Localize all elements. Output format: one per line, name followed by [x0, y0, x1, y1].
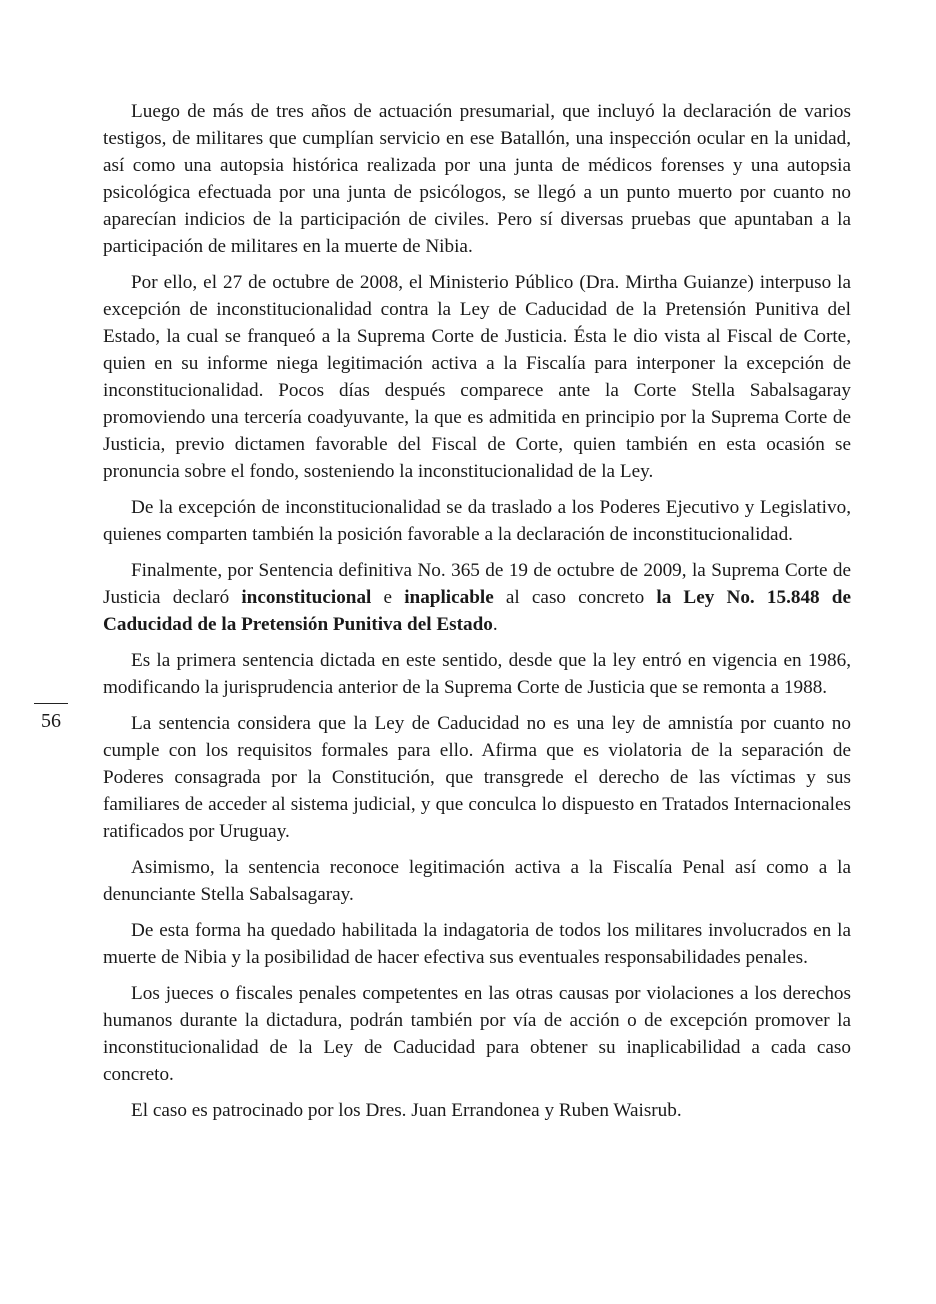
- text-run: e: [371, 587, 405, 608]
- bold-text: la Ley No. 15.848 de Caducidad de la Pretensión Punitiva del Estado: [103, 587, 851, 635]
- bold-text: inaplicable: [404, 587, 494, 608]
- text-run: Finalmente, por Sentencia definitiva No. 365 de 19 de octubre de 2009, la Suprema Corte de Justicia declaró: [103, 560, 851, 608]
- paragraph: [103, 854, 851, 908]
- page-number: 56: [41, 710, 61, 732]
- paragraph: [103, 917, 851, 971]
- paragraph: [103, 269, 851, 485]
- paragraph: [103, 494, 851, 548]
- page-number-rule: [34, 703, 68, 704]
- paragraph: [103, 980, 851, 1088]
- text-run: .: [492, 614, 498, 635]
- paragraph: [103, 1097, 851, 1124]
- text-run: La sentencia considera que la Ley de Caducidad no es una ley de amnistía por cuanto no cumple con los requisitos formales para ello. Afirma que es violatoria de la separación de Poderes consagrada por la Constitución, que transgrede el derecho de las víctimas y sus familiares de acceder al sistema judicial, y que conculca lo dispuesto en Tratados Internacionales ratificados por Uruguay.: [103, 713, 851, 842]
- text-run: al caso concreto: [493, 587, 657, 608]
- text-run: El caso es patrocinado por los Dres. Juan Errandonea y Ruben Waisrub.: [131, 1100, 682, 1121]
- paragraph: [103, 647, 851, 701]
- bold-text: inconstitucional: [241, 587, 372, 608]
- text-run: Luego de más de tres años de actuación presumarial, que incluyó la declaración de varios testigos, de militares que cumplían servicio en ese Batallón, una inspección ocular en la unidad, así como una autopsia histórica realizada por una junta de médicos forenses y una autopsia psicológica efectuada por una junta de psicólogos, se llegó a un punto muerto por cuanto no aparecían indicios de la participación de civiles. Pero sí diversas pruebas que apuntaban a la participación de militares en la muerte de Nibia.: [103, 101, 851, 257]
- text-run: Por ello, el 27 de octubre de 2008, el Ministerio Público (Dra. Mirtha Guianze) interpuso la excepción de inconstitucionalidad contra la Ley de Caducidad de la Pretensión Punitiva del Estado, la cual se franqueó a la Suprema Corte de Justicia. Ésta le dio vista al Fiscal de Corte, quien en su informe niega legitimación activa a la Fiscalía para interponer la excepción de inconstitucionalidad. Pocos días después comparece ante la Corte Stella Sabalsagaray promoviendo una tercería coadyuvante, la que es admitida en principio por la Suprema Corte de Justicia, previo dictamen favorable del Fiscal de Corte, quien también en esta ocasión se pronuncia sobre el fondo, sosteniendo la inconstitucionalidad de la Ley.: [103, 272, 851, 482]
- paragraph: [103, 557, 851, 638]
- text-run: Los jueces o fiscales penales competentes en las otras causas por violaciones a los derechos humanos durante la dictadura, podrán también por vía de acción o de excepción promover la inconstitucionalidad de la Ley de Caducidad para obtener su inaplicabilidad a cada caso concreto.: [103, 983, 851, 1085]
- paragraph: [103, 98, 851, 260]
- text-run: De esta forma ha quedado habilitada la indagatoria de todos los militares involucrados en la muerte de Nibia y la posibilidad de hacer efectiva sus eventuales responsabilidades penales.: [103, 920, 851, 968]
- text-run: Asimismo, la sentencia reconoce legitimación activa a la Fiscalía Penal así como a la denunciante Stella Sabalsagaray.: [103, 857, 851, 905]
- body-text: [103, 98, 851, 1133]
- text-run: Es la primera sentencia dictada en este sentido, desde que la ley entró en vigencia en 1986, modificando la jurisprudencia anterior de la Suprema Corte de Justicia que se remonta a 1988.: [103, 650, 851, 698]
- paragraph: [103, 710, 851, 845]
- text-run: De la excepción de inconstitucionalidad se da traslado a los Poderes Ejecutivo y Legislativo, quienes comparten también la posición favorable a la declaración de inconstitucionalidad.: [103, 497, 851, 545]
